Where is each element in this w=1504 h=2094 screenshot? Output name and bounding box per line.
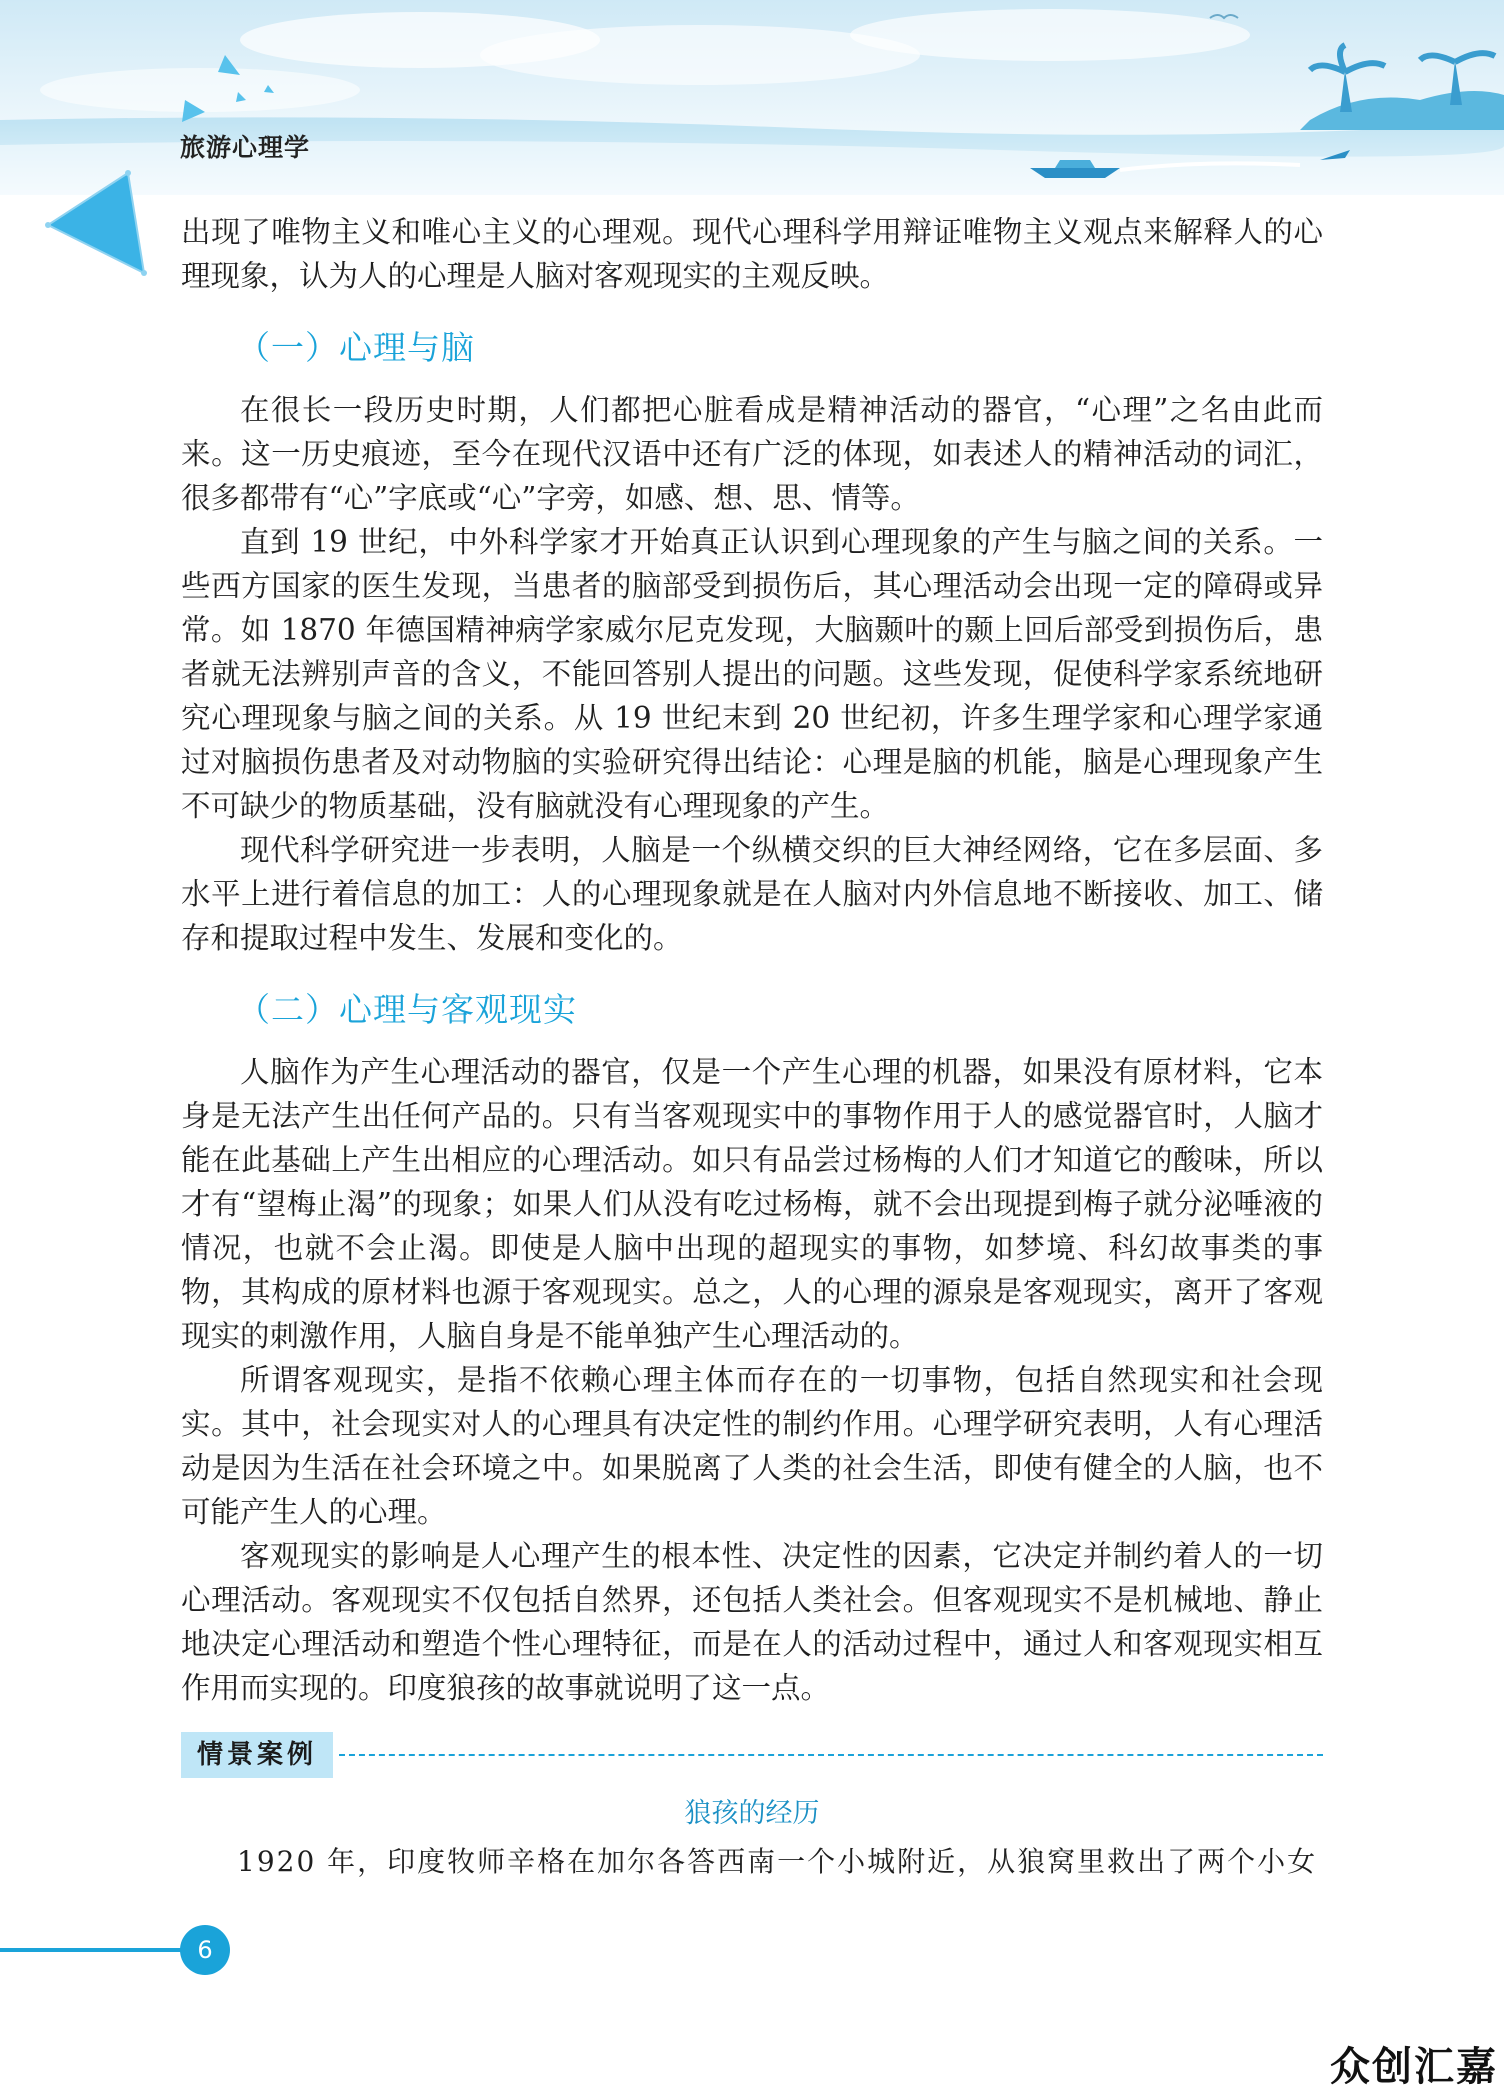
paragraph: 直到 19 世纪，中外科学家才开始真正认识到心理现象的产生与脑之间的关系。一些西方国家的医生发现，当患者的脑部受到损伤后，其心理活动会出现一定的障碍或异常。如 1870 年德国精神病学家威尔尼克发现，大脑颞叶的颞上回后部受到损伤后，患者就无法辨别声音的含义，不能回答别人提出的问题。这些发现，促使科学家系统地研究心理现象与脑之间的关系。从 19 世纪末到 20 世纪初，许多生理学家和心理学家通过对脑损伤患者及对动物脑的实验研究得出结论：心理是脑的机能，脑是心理现象产生不可缺少的物质基础，没有脑就没有心理现象的产生。 bbox=[181, 525, 1323, 823]
watermark-logo: 众创汇嘉 bbox=[1330, 2044, 1498, 2090]
header-sky-sea-illustration bbox=[0, 0, 1504, 195]
paragraph: 人脑作为产生心理活动的器官，仅是一个产生心理的机器，如果没有原材料，它本身是无法产生出任何产品的。只有当客观现实中的事物作用于人的感觉器官时，人脑才能在此基础上产生出相应的心理活动。如只有品尝过杨梅的人们才知道它的酸味，所以才有“望梅止渴”的现象；如果人们从没有吃过杨梅，就不会出现提到梅子就分泌唾液的情况，也就不会止渴。即使是人脑中出现的超现实的事物，如梦境、科幻故事类的事物，其构成的原材料也源于客观现实。总之，人的心理的源泉是客观现实，离开了客观现实的刺激作用，人脑自身是不能单独产生心理活动的。 bbox=[181, 1055, 1323, 1353]
header-banner bbox=[0, 0, 1504, 195]
paragraph: 客观现实的影响是人心理产生的根本性、决定性的因素，它决定并制约着人的一切心理活动。客观现实不仅包括自然界，还包括人类社会。但客观现实不是机械地、静止地决定心理活动和塑造个性心理特征，而是在人的活动过程中，通过人和客观现实相互作用而实现的。印度狼孩的故事就说明了这一点。 bbox=[181, 1539, 1323, 1705]
page-number: 6 bbox=[180, 1925, 230, 1975]
footer-accent-line bbox=[0, 1948, 200, 1952]
paragraph: 所谓客观现实，是指不依赖心理主体而存在的一切事物，包括自然现实和社会现实。其中，社会现实对人的心理具有决定性的制约作用。心理学研究表明，人有心理活动是因为生活在社会环境之中。如果脱离了人类的社会生活，即使有健全的人脑，也不可能产生人的心理。 bbox=[181, 1363, 1323, 1529]
intro-paragraph: 出现了唯物主义和唯心主义的心理观。现代心理科学用辩证唯物主义观点来解释人的心理现象，认为人的心理是人脑对客观现实的主观反映。 bbox=[181, 215, 1323, 293]
case-study-label: 情景案例 bbox=[181, 1732, 333, 1778]
page-content bbox=[181, 210, 1323, 1884]
section-heading-mind-and-reality: （二）心理与客观现实 bbox=[237, 990, 577, 1029]
case-study-bar bbox=[181, 1732, 1323, 1778]
case-study-title: 狼孩的经历 bbox=[684, 1798, 820, 1829]
case-study-text: 1920 年，印度牧师辛格在加尔各答西南一个小城附近，从狼窝里救出了两个小女 bbox=[237, 1845, 1318, 1878]
book-title: 旅游心理学 bbox=[180, 133, 311, 162]
paragraph: 在很长一段历史时期，人们都把心脏看成是精神活动的器官，“心理”之名由此而来。这一历史痕迹，至今在现代汉语中还有广泛的体现，如表述人的精神活动的词汇，很多都带有“心”字底或“心”字旁，如感、想、思、情等。 bbox=[181, 393, 1323, 515]
section-heading-mind-and-brain: （一）心理与脑 bbox=[237, 328, 475, 367]
case-study-divider bbox=[339, 1754, 1323, 1756]
corner-triangle-decoration bbox=[40, 165, 150, 285]
paragraph: 现代科学研究进一步表明，人脑是一个纵横交织的巨大神经网络，它在多层面、多水平上进行着信息的加工：人的心理现象就是在人脑对内外信息地不断接收、加工、储存和提取过程中发生、发展和变化的。 bbox=[181, 833, 1323, 955]
